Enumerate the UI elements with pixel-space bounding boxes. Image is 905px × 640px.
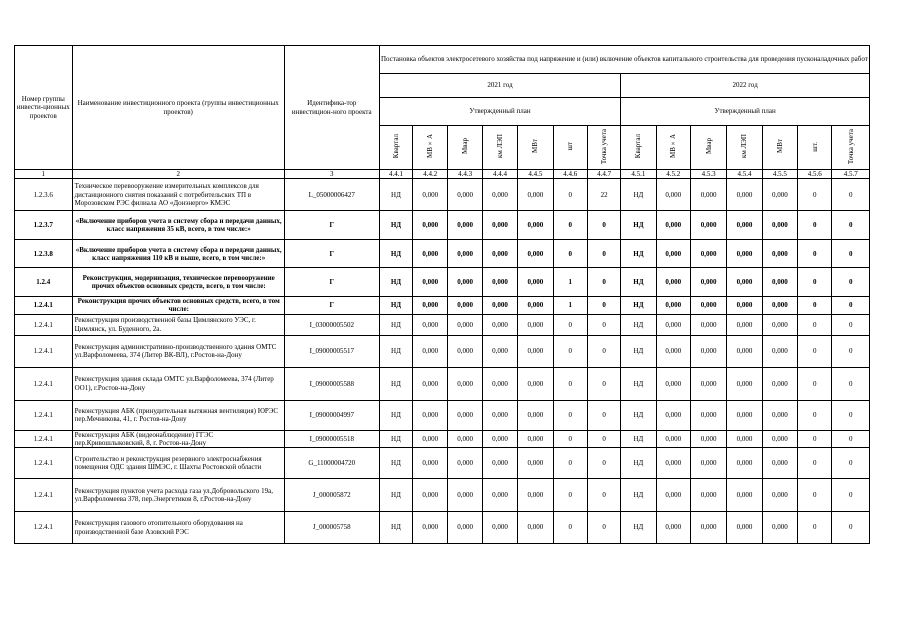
cell-value: 0,000 bbox=[656, 448, 690, 479]
cell-value: 0,000 bbox=[727, 512, 762, 544]
cell-project-id: L_05000006427 bbox=[284, 179, 379, 211]
cell-value: 0 bbox=[798, 400, 832, 430]
cell-group-number: 1.2.4 bbox=[15, 268, 73, 297]
cell-value: 0 bbox=[553, 240, 587, 268]
cell-value: 0 bbox=[587, 479, 620, 512]
cell-value: 0 bbox=[587, 268, 620, 297]
cell-value: 0,000 bbox=[656, 430, 690, 447]
cell-value: 0,000 bbox=[448, 297, 482, 314]
col-header-year-2022: 2022 год bbox=[621, 74, 870, 98]
cell-value: 0,000 bbox=[413, 430, 448, 447]
cell-value: 0,000 bbox=[762, 479, 797, 512]
cell-value: 0,000 bbox=[762, 240, 797, 268]
column-number: 4.5.2 bbox=[656, 170, 690, 179]
cell-value: 0,000 bbox=[690, 335, 726, 367]
unit-header-label: Квартал bbox=[634, 134, 643, 159]
cell-value: 0,000 bbox=[762, 179, 797, 211]
cell-value: 0 bbox=[832, 400, 870, 430]
cell-value: 0 bbox=[553, 400, 587, 430]
cell-value: 0,000 bbox=[413, 179, 448, 211]
cell-value: 0 bbox=[553, 179, 587, 211]
cell-value: 0,000 bbox=[482, 479, 517, 512]
column-number: 4.4.1 bbox=[379, 170, 412, 179]
cell-project-id: Г bbox=[284, 211, 379, 240]
unit-header-label: Точка учета bbox=[599, 128, 608, 164]
unit-header-label: Мвар bbox=[704, 138, 713, 155]
cell-group-number: 1.2.4.1 bbox=[15, 430, 73, 447]
investment-table-sheet bbox=[14, 45, 870, 544]
unit-header-label: МВт bbox=[531, 139, 540, 154]
column-number: 4.4.4 bbox=[482, 170, 517, 179]
cell-value: НД bbox=[621, 512, 656, 544]
cell-value: 0 bbox=[553, 479, 587, 512]
cell-value: НД bbox=[621, 268, 656, 297]
cell-value: 0,000 bbox=[690, 448, 726, 479]
cell-value: НД bbox=[379, 479, 412, 512]
cell-value: 0,000 bbox=[448, 179, 482, 211]
cell-value: НД bbox=[379, 297, 412, 314]
table-row bbox=[15, 512, 870, 544]
cell-value: НД bbox=[621, 400, 656, 430]
unit-header-label: км ЛЭП bbox=[740, 134, 749, 159]
cell-value: 0,000 bbox=[656, 367, 690, 400]
cell-value: НД bbox=[379, 240, 412, 268]
unit-header bbox=[379, 126, 412, 170]
investment-table bbox=[14, 45, 870, 544]
cell-value: 0,000 bbox=[727, 367, 762, 400]
cell-value: 0,000 bbox=[518, 297, 553, 314]
cell-value: 0,000 bbox=[727, 448, 762, 479]
cell-value: 0 bbox=[798, 512, 832, 544]
table-row bbox=[15, 179, 870, 211]
cell-value: 0,000 bbox=[727, 314, 762, 335]
cell-value: 0,000 bbox=[413, 448, 448, 479]
cell-value: 0,000 bbox=[413, 367, 448, 400]
cell-value: 0,000 bbox=[727, 335, 762, 367]
unit-header-label: МВт bbox=[775, 139, 784, 154]
cell-value: 0,000 bbox=[656, 314, 690, 335]
cell-project-name: Реконструкция, модернизация, техническое перевооружение прочих объектов основных средств, всего, в том числе: bbox=[72, 268, 284, 297]
cell-value: 0 bbox=[553, 430, 587, 447]
cell-value: 0,000 bbox=[762, 268, 797, 297]
cell-value: 0,000 bbox=[482, 512, 517, 544]
cell-value: 0,000 bbox=[518, 430, 553, 447]
cell-project-name: Реконструкция АБК (видеонаблюдение) ГГЭС пер.Кривошлыковский, 8, г. Ростов-на-Дону bbox=[72, 430, 284, 447]
cell-value: 0 bbox=[798, 314, 832, 335]
cell-value: НД bbox=[379, 179, 412, 211]
cell-value: 0,000 bbox=[762, 335, 797, 367]
cell-value: 0,000 bbox=[482, 268, 517, 297]
cell-value: 0 bbox=[832, 268, 870, 297]
unit-header bbox=[448, 126, 482, 170]
cell-group-number: 1.2.3.8 bbox=[15, 240, 73, 268]
cell-project-id: Г bbox=[284, 240, 379, 268]
cell-value: 0 bbox=[798, 240, 832, 268]
unit-header-label: Квартал bbox=[391, 134, 400, 159]
cell-value: 0,000 bbox=[690, 430, 726, 447]
cell-value: 0,000 bbox=[448, 367, 482, 400]
column-number: 4.4.7 bbox=[587, 170, 620, 179]
unit-header bbox=[553, 126, 587, 170]
cell-project-name: «Включение приборов учета в систему сбора и передачи данных, класс напряжения 35 кВ, всего, в том числе:» bbox=[72, 211, 284, 240]
table-row bbox=[15, 400, 870, 430]
column-number: 2 bbox=[72, 170, 284, 179]
column-number: 4.4.5 bbox=[518, 170, 553, 179]
cell-value: 0,000 bbox=[518, 512, 553, 544]
table-row bbox=[15, 479, 870, 512]
cell-group-number: 1.2.3.7 bbox=[15, 211, 73, 240]
cell-value: 0,000 bbox=[690, 211, 726, 240]
cell-value: 0,000 bbox=[482, 367, 517, 400]
cell-group-number: 1.2.4.1 bbox=[15, 448, 73, 479]
cell-project-name: Реконструкция здания склада ОМТС ул.Варфоломеева, 374 (Литер ОО1), г.Ростов-на-Дону bbox=[72, 367, 284, 400]
cell-value: 0 bbox=[587, 512, 620, 544]
unit-header bbox=[587, 126, 620, 170]
column-number: 1 bbox=[15, 170, 73, 179]
unit-header-label: Мвар bbox=[461, 138, 470, 155]
cell-value: 0,000 bbox=[482, 297, 517, 314]
table-row bbox=[15, 367, 870, 400]
cell-value: 0 bbox=[832, 314, 870, 335]
cell-value: 0,000 bbox=[656, 400, 690, 430]
cell-value: 0,000 bbox=[727, 479, 762, 512]
cell-project-name: Реконструкция пунктов учета расхода газа ул.Добровольского 19а, ул.Варфоломеева 378, пер.Энергетиков 8, г.Ростов-на-Дону bbox=[72, 479, 284, 512]
cell-project-name: Реконструкция производственной базы Цимлянского УЭС, г. Цимлянск, ул. Буденного, 2а. bbox=[72, 314, 284, 335]
cell-value: 0,000 bbox=[690, 314, 726, 335]
unit-header bbox=[762, 126, 797, 170]
cell-project-name: Техническое перевооружение измерительных комплексов для дистанционного снятия показаний с потребительских ТП в Морозовском РЭС филиала АО «Донэнерго» КМЭС bbox=[72, 179, 284, 211]
cell-value: 0,000 bbox=[656, 479, 690, 512]
cell-value: 0,000 bbox=[727, 400, 762, 430]
cell-project-id: G_11000004720 bbox=[284, 448, 379, 479]
cell-value: 0,000 bbox=[727, 430, 762, 447]
cell-value: 0,000 bbox=[448, 314, 482, 335]
cell-value: НД bbox=[621, 240, 656, 268]
cell-value: НД bbox=[621, 479, 656, 512]
cell-value: 0,000 bbox=[690, 179, 726, 211]
cell-value: НД bbox=[621, 314, 656, 335]
cell-project-name: Реконструкция газового отопительного оборудования на производственной базе Азовский РЭС bbox=[72, 512, 284, 544]
cell-value: НД bbox=[621, 367, 656, 400]
cell-value: 0,000 bbox=[762, 211, 797, 240]
col-header-project-name: Наименование инвестиционного проекта (группы инвестиционных проектов) bbox=[72, 46, 284, 170]
cell-value: 0 bbox=[798, 179, 832, 211]
cell-value: НД bbox=[621, 448, 656, 479]
col-header-group-number: Номер группы инвести-ционных проектов bbox=[15, 46, 73, 170]
cell-value: НД bbox=[621, 297, 656, 314]
cell-value: 0,000 bbox=[413, 335, 448, 367]
cell-value: 0,000 bbox=[413, 512, 448, 544]
cell-value: НД bbox=[379, 448, 412, 479]
cell-value: 0,000 bbox=[448, 400, 482, 430]
cell-value: НД bbox=[621, 430, 656, 447]
cell-value: 0,000 bbox=[482, 430, 517, 447]
table-row bbox=[15, 268, 870, 297]
cell-value: 0,000 bbox=[656, 268, 690, 297]
cell-value: 0,000 bbox=[762, 314, 797, 335]
cell-value: 0,000 bbox=[690, 400, 726, 430]
cell-value: 0 bbox=[832, 430, 870, 447]
cell-value: 0 bbox=[587, 297, 620, 314]
cell-value: 0,000 bbox=[518, 448, 553, 479]
cell-value: 0,000 bbox=[482, 179, 517, 211]
cell-value: 0,000 bbox=[482, 314, 517, 335]
cell-group-number: 1.2.4.1 bbox=[15, 297, 73, 314]
cell-value: 0 bbox=[798, 268, 832, 297]
cell-value: 0,000 bbox=[413, 400, 448, 430]
cell-value: 0,000 bbox=[727, 297, 762, 314]
column-number: 3 bbox=[284, 170, 379, 179]
cell-value: 0,000 bbox=[448, 479, 482, 512]
cell-value: 0,000 bbox=[448, 335, 482, 367]
cell-value: 0,000 bbox=[482, 335, 517, 367]
cell-value: НД bbox=[621, 179, 656, 211]
column-number: 4.4.3 bbox=[448, 170, 482, 179]
cell-project-name: Реконструкция административно-производственного здания ОМТС ул.Варфоломеева, 374 (Литер ВК-ВЛ), г.Ростов-на-Дону bbox=[72, 335, 284, 367]
cell-value: 0 bbox=[798, 448, 832, 479]
column-number: 4.5.3 bbox=[690, 170, 726, 179]
cell-value: 0,000 bbox=[413, 479, 448, 512]
cell-value: 0,000 bbox=[482, 448, 517, 479]
cell-value: 0,000 bbox=[518, 240, 553, 268]
cell-value: 0,000 bbox=[656, 179, 690, 211]
cell-value: 0,000 bbox=[690, 512, 726, 544]
cell-project-id: J_000005872 bbox=[284, 479, 379, 512]
cell-value: 0 bbox=[553, 335, 587, 367]
cell-value: 0,000 bbox=[413, 314, 448, 335]
cell-value: НД bbox=[379, 314, 412, 335]
cell-value: НД bbox=[379, 211, 412, 240]
cell-value: НД bbox=[379, 268, 412, 297]
cell-value: 0 bbox=[587, 314, 620, 335]
col-header-plan-2021: Утвержденный план bbox=[379, 98, 620, 126]
cell-value: 1 bbox=[553, 297, 587, 314]
cell-group-number: 1.2.3.6 bbox=[15, 179, 73, 211]
cell-value: НД bbox=[379, 512, 412, 544]
cell-value: 0,000 bbox=[413, 297, 448, 314]
unit-header-label: МВ×А bbox=[426, 134, 435, 159]
cell-value: 0,000 bbox=[727, 179, 762, 211]
cell-value: 0 bbox=[832, 367, 870, 400]
cell-project-id: I_09000005517 bbox=[284, 335, 379, 367]
cell-value: 0,000 bbox=[482, 240, 517, 268]
cell-value: 0 bbox=[798, 335, 832, 367]
cell-value: 0,000 bbox=[690, 367, 726, 400]
column-number: 4.5.6 bbox=[798, 170, 832, 179]
cell-project-id: I_09000005518 bbox=[284, 430, 379, 447]
unit-header bbox=[656, 126, 690, 170]
unit-header bbox=[518, 126, 553, 170]
cell-value: 0 bbox=[553, 367, 587, 400]
unit-header bbox=[832, 126, 870, 170]
col-header-plan-2022: Утвержденный план bbox=[621, 98, 870, 126]
cell-value: 0,000 bbox=[518, 314, 553, 335]
cell-value: 0 bbox=[832, 512, 870, 544]
cell-value: 0,000 bbox=[482, 400, 517, 430]
table-row bbox=[15, 297, 870, 314]
cell-value: 0,000 bbox=[518, 400, 553, 430]
cell-value: 0 bbox=[587, 211, 620, 240]
column-number: 4.5.7 bbox=[832, 170, 870, 179]
cell-value: НД bbox=[379, 335, 412, 367]
cell-value: 0 bbox=[587, 430, 620, 447]
column-number: 4.4.2 bbox=[413, 170, 448, 179]
cell-project-name: Реконструкция прочих объектов основных средств, всего, в том числе: bbox=[72, 297, 284, 314]
cell-value: 0 bbox=[798, 211, 832, 240]
cell-group-number: 1.2.4.1 bbox=[15, 400, 73, 430]
cell-value: 0 bbox=[553, 512, 587, 544]
cell-value: 0,000 bbox=[413, 211, 448, 240]
cell-value: 0,000 bbox=[518, 367, 553, 400]
cell-value: 0 bbox=[587, 335, 620, 367]
cell-group-number: 1.2.4.1 bbox=[15, 314, 73, 335]
cell-value: 0,000 bbox=[690, 479, 726, 512]
cell-value: НД bbox=[379, 400, 412, 430]
cell-project-id: I_09000004997 bbox=[284, 400, 379, 430]
unit-header-label: МВ×А bbox=[669, 134, 678, 159]
cell-group-number: 1.2.4.1 bbox=[15, 479, 73, 512]
cell-value: 0,000 bbox=[518, 479, 553, 512]
cell-value: 0 bbox=[832, 448, 870, 479]
table-row bbox=[15, 211, 870, 240]
cell-value: 1 bbox=[553, 268, 587, 297]
cell-value: 0,000 bbox=[690, 297, 726, 314]
column-number: 4.5.4 bbox=[727, 170, 762, 179]
cell-value: 0 bbox=[832, 297, 870, 314]
cell-value: 0,000 bbox=[690, 268, 726, 297]
cell-value: 0 bbox=[553, 448, 587, 479]
cell-project-id: J_000005758 bbox=[284, 512, 379, 544]
col-header-project-id: Идентифика-тор инвестицион-ного проекта bbox=[284, 46, 379, 170]
cell-group-number: 1.2.4.1 bbox=[15, 367, 73, 400]
cell-group-number: 1.2.4.1 bbox=[15, 335, 73, 367]
cell-value: НД bbox=[621, 211, 656, 240]
column-number: 4.5.5 bbox=[762, 170, 797, 179]
cell-value: 0 bbox=[798, 479, 832, 512]
unit-header-label: шт bbox=[566, 142, 575, 151]
cell-value: 0 bbox=[553, 314, 587, 335]
cell-value: 0,000 bbox=[727, 268, 762, 297]
cell-value: 0 bbox=[832, 240, 870, 268]
cell-project-id: I_03000005502 bbox=[284, 314, 379, 335]
table-row bbox=[15, 335, 870, 367]
cell-value: 0,000 bbox=[762, 448, 797, 479]
unit-header bbox=[621, 126, 656, 170]
cell-project-name: «Включение приборов учета в систему сбора и передачи данных, класс напряжения 110 кВ и выше, всего, в том числе:» bbox=[72, 240, 284, 268]
cell-value: НД bbox=[621, 335, 656, 367]
cell-value: 0,000 bbox=[448, 512, 482, 544]
cell-value: 22 bbox=[587, 179, 620, 211]
cell-value: 0 bbox=[587, 240, 620, 268]
cell-value: 0,000 bbox=[762, 430, 797, 447]
cell-value: 0,000 bbox=[518, 179, 553, 211]
cell-value: 0,000 bbox=[518, 268, 553, 297]
cell-value: 0,000 bbox=[762, 512, 797, 544]
unit-header bbox=[413, 126, 448, 170]
cell-value: 0 bbox=[587, 400, 620, 430]
cell-value: 0,000 bbox=[656, 335, 690, 367]
cell-value: 0,000 bbox=[413, 268, 448, 297]
cell-value: 0,000 bbox=[762, 367, 797, 400]
unit-header bbox=[482, 126, 517, 170]
cell-value: 0,000 bbox=[448, 448, 482, 479]
cell-value: 0,000 bbox=[448, 430, 482, 447]
table-row bbox=[15, 314, 870, 335]
cell-value: 0,000 bbox=[727, 240, 762, 268]
column-number: 4.5.1 bbox=[621, 170, 656, 179]
unit-header-label: км ЛЭП bbox=[495, 134, 504, 159]
table-row bbox=[15, 430, 870, 447]
cell-value: 0,000 bbox=[690, 240, 726, 268]
table-row bbox=[15, 448, 870, 479]
unit-header bbox=[690, 126, 726, 170]
unit-header-label: Точка учета bbox=[846, 128, 855, 164]
cell-value: 0,000 bbox=[762, 297, 797, 314]
cell-project-name: Строительство и реконструкция резервного электроснабжения помещения ОДС здания ШМЭС, г. Шахты Ростовской области bbox=[72, 448, 284, 479]
cell-project-id: I_09000005588 bbox=[284, 367, 379, 400]
cell-value: 0,000 bbox=[482, 211, 517, 240]
cell-value: 0,000 bbox=[656, 512, 690, 544]
cell-group-number: 1.2.4.1 bbox=[15, 512, 73, 544]
cell-value: 0,000 bbox=[656, 240, 690, 268]
cell-value: 0 bbox=[832, 179, 870, 211]
cell-value: 0 bbox=[587, 448, 620, 479]
cell-value: 0 bbox=[587, 367, 620, 400]
cell-value: 0 bbox=[553, 211, 587, 240]
cell-value: НД bbox=[379, 367, 412, 400]
cell-value: 0 bbox=[798, 430, 832, 447]
cell-value: 0,000 bbox=[656, 297, 690, 314]
cell-value: 0,000 bbox=[656, 211, 690, 240]
table-row bbox=[15, 240, 870, 268]
cell-value: НД bbox=[379, 430, 412, 447]
cell-value: 0 bbox=[832, 211, 870, 240]
cell-value: 0,000 bbox=[727, 211, 762, 240]
unit-header-label: шт. bbox=[810, 141, 819, 152]
cell-value: 0 bbox=[832, 335, 870, 367]
unit-header bbox=[727, 126, 762, 170]
cell-value: 0,000 bbox=[448, 268, 482, 297]
unit-header bbox=[798, 126, 832, 170]
cell-value: 0,000 bbox=[762, 400, 797, 430]
cell-value: 0,000 bbox=[413, 240, 448, 268]
col-header-year-2021: 2021 год bbox=[379, 74, 620, 98]
cell-project-id: Г bbox=[284, 268, 379, 297]
cell-value: 0,000 bbox=[448, 211, 482, 240]
cell-value: 0,000 bbox=[448, 240, 482, 268]
cell-value: 0 bbox=[832, 479, 870, 512]
cell-project-id: Г bbox=[284, 297, 379, 314]
col-header-main-title: Постановка объектов электросетевого хозяйства под напряжение и (или) включение объектов капитального строительства для проведения пусконаладочных работ bbox=[379, 46, 869, 74]
cell-value: 0 bbox=[798, 367, 832, 400]
column-number: 4.4.6 bbox=[553, 170, 587, 179]
cell-project-name: Реконструкция АБК (принудительная вытяжная вентиляция) ЮРЭС пер.Мечникова, 41, г. Ростов-на-Дону bbox=[72, 400, 284, 430]
cell-value: 0,000 bbox=[518, 335, 553, 367]
cell-value: 0 bbox=[798, 297, 832, 314]
cell-value: 0,000 bbox=[518, 211, 553, 240]
